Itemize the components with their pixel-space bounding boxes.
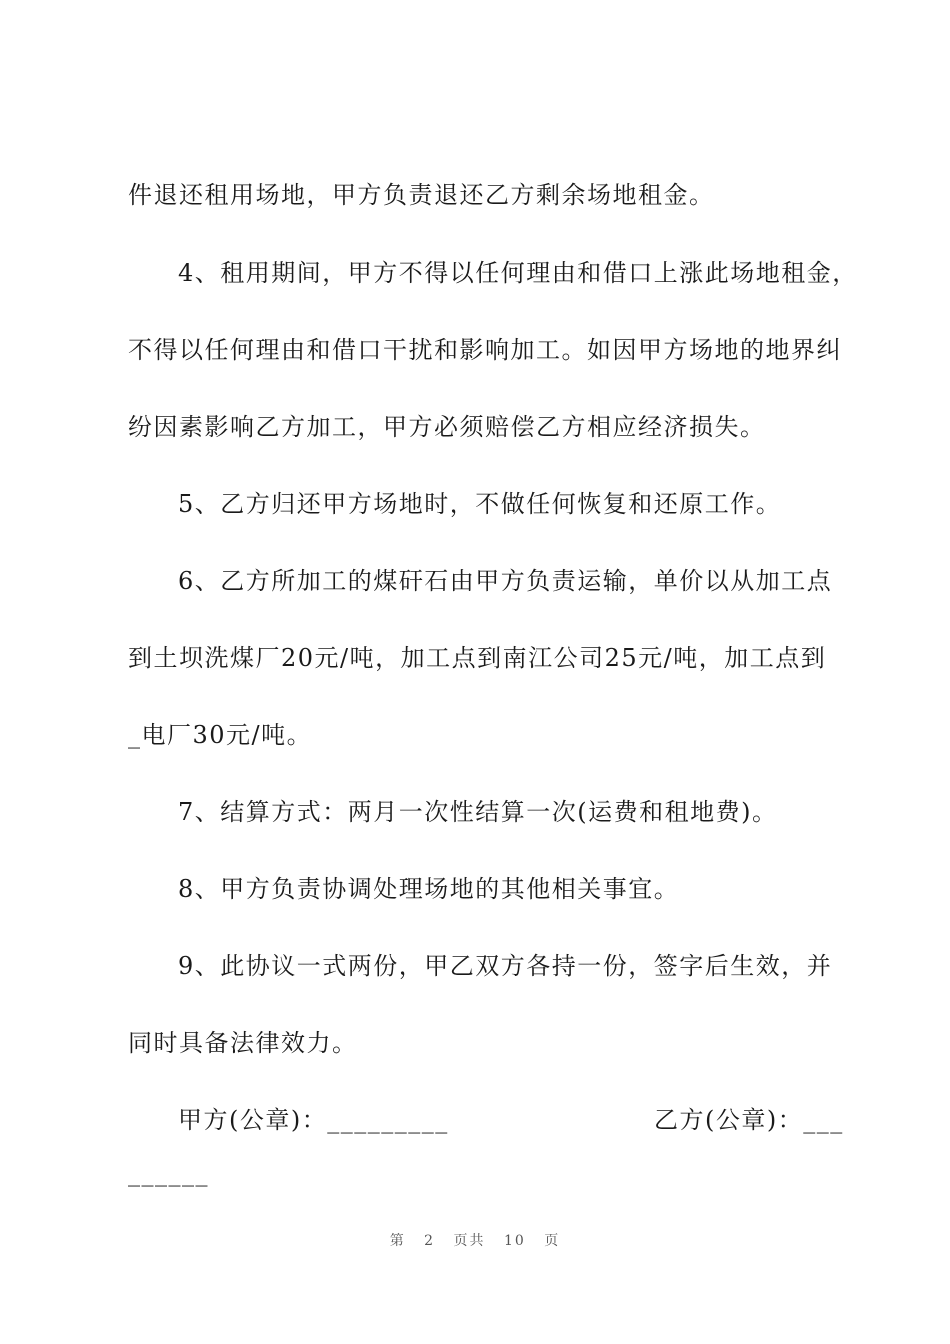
clause-8-line: 8、甲方负责协调处理场地的其他相关事宜。	[178, 875, 680, 903]
text-line: 纷因素影响乙方加工，甲方必须赔偿乙方相应经济损失。	[128, 413, 766, 441]
party-b-signature: 乙方(公章)：___	[654, 1106, 844, 1134]
text-line: 到土坝洗煤厂20元/吨，加工点到南江公司25元/吨，加工点到	[128, 644, 827, 672]
footer-total-pages: 10	[504, 1233, 526, 1249]
clause-9-line: 9、此协议一式两份，甲乙双方各持一份，签字后生效，并	[178, 952, 833, 980]
party-b-signature-continued: ______	[128, 1159, 209, 1187]
clause-6-line: 6、乙方所加工的煤矸石由甲方负责运输，单价以从加工点	[178, 567, 833, 595]
footer-middle: 页共	[453, 1233, 486, 1249]
party-a-signature: 甲方(公章)：_________	[178, 1106, 449, 1134]
text-line: _电厂30元/吨。	[128, 721, 313, 749]
footer-prefix: 第	[389, 1233, 406, 1249]
footer-suffix: 页	[544, 1233, 561, 1249]
clause-4-line: 4、租用期间，甲方不得以任何理由和借口上涨此场地租金，	[178, 259, 858, 287]
text-line: 件退还租用场地，甲方负责退还乙方剩余场地租金。	[128, 181, 715, 209]
text-line: 同时具备法律效力。	[128, 1029, 358, 1057]
page-footer	[0, 1230, 950, 1250]
clause-7-line: 7、结算方式：两月一次性结算一次(运费和租地费)。	[178, 798, 778, 826]
text-line: 不得以任何理由和借口干扰和影响加工。如因甲方场地的地界纠	[128, 336, 842, 364]
clause-5-line: 5、乙方归还甲方场地时，不做任何恢复和还原工作。	[178, 490, 782, 518]
footer-current-page: 2	[424, 1233, 436, 1249]
